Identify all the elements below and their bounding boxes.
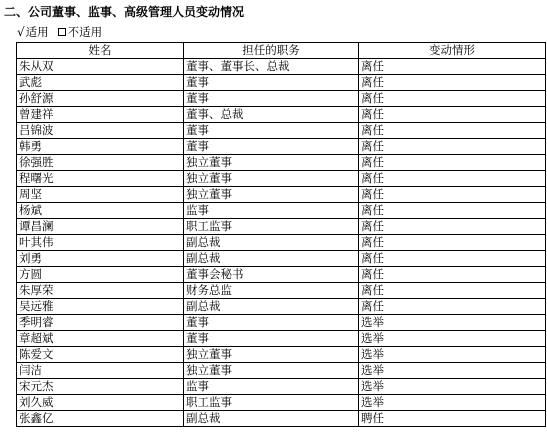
section-title: 二、公司董事、监事、高级管理人员变动情况	[4, 5, 245, 19]
cell-change-type: 选举	[359, 347, 546, 363]
table-row	[17, 363, 546, 379]
cell-position: 副总裁	[184, 299, 359, 315]
table-row	[17, 219, 546, 235]
cell-position: 独立董事	[184, 155, 359, 171]
cell-name: 吴远雅	[17, 299, 184, 315]
cell-name: 朱从双	[17, 59, 184, 75]
cell-position: 独立董事	[184, 363, 359, 379]
table-row	[17, 203, 546, 219]
cell-name: 刘勇	[17, 251, 184, 267]
cell-name: 周坚	[17, 187, 184, 203]
cell-change-type: 离任	[359, 139, 546, 155]
cell-name: 刘久威	[17, 395, 184, 411]
table-row	[17, 75, 546, 91]
table-row	[17, 91, 546, 107]
cell-position: 监事	[184, 379, 359, 395]
cell-change-type: 离任	[359, 123, 546, 139]
cell-change-type: 选举	[359, 363, 546, 379]
table-row	[17, 187, 546, 203]
cell-position: 董事	[184, 331, 359, 347]
cell-position: 独立董事	[184, 171, 359, 187]
table-row	[17, 395, 546, 411]
cell-name: 季明睿	[17, 315, 184, 331]
cell-position: 副总裁	[184, 235, 359, 251]
cell-change-type: 离任	[359, 75, 546, 91]
cell-position: 财务总监	[184, 283, 359, 299]
cell-change-type: 离任	[359, 107, 546, 123]
cell-position: 董事	[184, 75, 359, 91]
cell-position: 副总裁	[184, 251, 359, 267]
table-row	[17, 251, 546, 267]
cell-change-type: 离任	[359, 91, 546, 107]
cell-change-type: 离任	[359, 235, 546, 251]
cell-name: 杨斌	[17, 203, 184, 219]
cell-change-type: 选举	[359, 331, 546, 347]
cell-position: 董事	[184, 123, 359, 139]
table-row	[17, 299, 546, 315]
cell-change-type: 离任	[359, 251, 546, 267]
cell-name: 章超斌	[17, 331, 184, 347]
cell-name: 吕锦波	[17, 123, 184, 139]
cell-name: 孙舒源	[17, 91, 184, 107]
cell-position: 董事会秘书	[184, 267, 359, 283]
table-row	[17, 107, 546, 123]
table-row	[17, 123, 546, 139]
cell-position: 副总裁	[184, 411, 359, 427]
cell-position: 董事、总裁	[184, 107, 359, 123]
cell-name: 谭昌澜	[17, 219, 184, 235]
cell-name: 闫洁	[17, 363, 184, 379]
cell-name: 朱厚荣	[17, 283, 184, 299]
table-row	[17, 235, 546, 251]
table-row	[17, 379, 546, 395]
checkmark-icon: √	[17, 25, 25, 39]
table-row	[17, 267, 546, 283]
cell-name: 张鑫亿	[17, 411, 184, 427]
cell-name: 陈爱文	[17, 347, 184, 363]
cell-change-type: 聘任	[359, 411, 546, 427]
personnel-changes-table	[16, 42, 546, 427]
applicable-label: 适用	[25, 25, 49, 39]
cell-change-type: 离任	[359, 267, 546, 283]
cell-change-type: 离任	[359, 59, 546, 75]
cell-change-type: 离任	[359, 219, 546, 235]
cell-name: 叶其伟	[17, 235, 184, 251]
cell-change-type: 离任	[359, 283, 546, 299]
not-applicable-option	[49, 24, 103, 40]
cell-name: 程曙光	[17, 171, 184, 187]
cell-name: 韩勇	[17, 139, 184, 155]
cell-change-type: 离任	[359, 187, 546, 203]
cell-position: 职工监事	[184, 219, 359, 235]
cell-change-type: 离任	[359, 155, 546, 171]
table-row	[17, 139, 546, 155]
table-row	[17, 331, 546, 347]
cell-position: 董事、董事长、总裁	[184, 59, 359, 75]
cell-position: 董事	[184, 315, 359, 331]
cell-name: 宋元杰	[17, 379, 184, 395]
cell-change-type: 选举	[359, 379, 546, 395]
table-row	[17, 411, 546, 427]
table-header-row	[17, 43, 546, 59]
table-row	[17, 59, 546, 75]
header-position: 担任的职务	[184, 43, 359, 59]
cell-change-type: 离任	[359, 299, 546, 315]
cell-change-type: 离任	[359, 171, 546, 187]
cell-name: 徐强胜	[17, 155, 184, 171]
cell-change-type: 选举	[359, 395, 546, 411]
cell-name: 方圆	[17, 267, 184, 283]
table-row	[17, 283, 546, 299]
cell-change-type: 选举	[359, 315, 546, 331]
cell-name: 武彪	[17, 75, 184, 91]
cell-position: 董事	[184, 139, 359, 155]
applicability-options	[17, 24, 102, 40]
cell-name: 曾建祥	[17, 107, 184, 123]
table-row	[17, 347, 546, 363]
header-change-type: 变动情形	[359, 43, 546, 59]
cell-change-type: 离任	[359, 203, 546, 219]
not-applicable-label: 不适用	[67, 25, 103, 39]
header-name: 姓名	[17, 43, 184, 59]
table-row	[17, 171, 546, 187]
table-row	[17, 155, 546, 171]
cell-position: 监事	[184, 203, 359, 219]
cell-position: 职工监事	[184, 395, 359, 411]
applicable-option	[17, 24, 49, 40]
cell-position: 董事	[184, 91, 359, 107]
table-body	[17, 59, 546, 427]
empty-checkbox-icon	[58, 28, 66, 36]
cell-position: 独立董事	[184, 347, 359, 363]
table-row	[17, 315, 546, 331]
cell-position: 独立董事	[184, 187, 359, 203]
